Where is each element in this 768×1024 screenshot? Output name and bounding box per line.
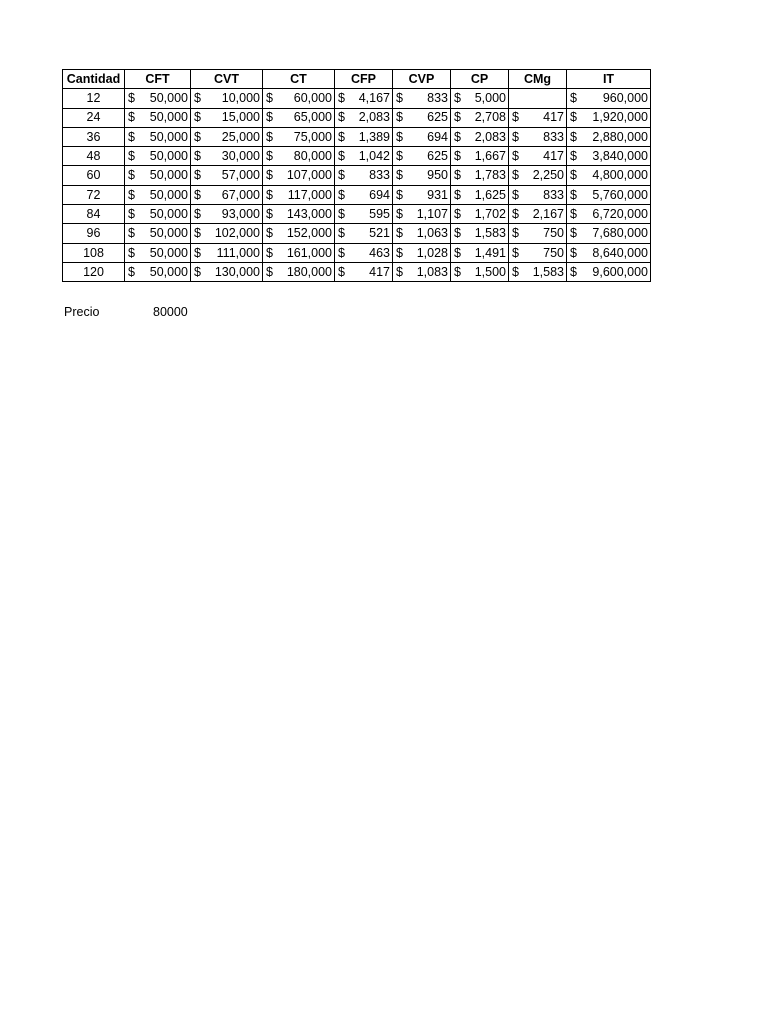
cell-cvp[interactable] — [393, 127, 451, 146]
cell-cantidad[interactable]: 84 — [63, 205, 125, 224]
cell-cft[interactable] — [125, 262, 191, 281]
currency-symbol: $ — [396, 245, 403, 260]
cell-it[interactable] — [567, 108, 651, 127]
cell-ct[interactable] — [263, 185, 335, 204]
currency-symbol: $ — [194, 187, 201, 202]
currency-symbol: $ — [338, 264, 345, 279]
cell-cantidad[interactable]: 36 — [63, 127, 125, 146]
cell-it[interactable] — [567, 89, 651, 108]
currency-symbol: $ — [194, 264, 201, 279]
table-row — [63, 127, 651, 146]
cell-value: 1,491 — [474, 245, 506, 260]
cell-ct[interactable] — [263, 166, 335, 185]
cell-value: 50,000 — [149, 226, 188, 241]
cell-value: 1,500 — [474, 264, 506, 279]
cell-cft[interactable] — [125, 243, 191, 262]
currency-symbol: $ — [570, 149, 577, 164]
currency-symbol: $ — [128, 226, 135, 241]
cell-cp[interactable] — [451, 89, 509, 108]
cell-cp[interactable] — [451, 185, 509, 204]
currency-symbol: $ — [570, 129, 577, 144]
cell-cantidad[interactable]: 60 — [63, 166, 125, 185]
cell-value: 65,000 — [293, 110, 332, 125]
header-cp: CP — [451, 70, 509, 89]
cell-ct[interactable] — [263, 127, 335, 146]
cell-value: 50,000 — [149, 91, 188, 106]
cell-cantidad[interactable]: 120 — [63, 262, 125, 281]
table-body — [63, 89, 651, 282]
cell-cfp[interactable] — [335, 166, 393, 185]
currency-symbol: $ — [570, 245, 577, 260]
currency-symbol: $ — [570, 91, 577, 106]
currency-symbol: $ — [570, 206, 577, 221]
cell-value: 102,000 — [214, 226, 260, 241]
cell-cvt[interactable] — [191, 166, 263, 185]
currency-symbol: $ — [128, 245, 135, 260]
cell-value: 50,000 — [149, 187, 188, 202]
cell-it[interactable] — [567, 127, 651, 146]
cell-value: 50,000 — [149, 245, 188, 260]
header-cvt: CVT — [191, 70, 263, 89]
currency-symbol: $ — [454, 226, 461, 241]
currency-symbol: $ — [454, 149, 461, 164]
cell-value: 80,000 — [293, 149, 332, 164]
cell-value: 50,000 — [149, 206, 188, 221]
table-row — [63, 89, 651, 108]
cell-value: 75,000 — [293, 129, 332, 144]
cell-value: 417 — [369, 264, 390, 279]
cell-cfp[interactable] — [335, 147, 393, 166]
cell-cvp[interactable] — [393, 205, 451, 224]
cell-cft[interactable] — [125, 224, 191, 243]
cell-cantidad[interactable]: 24 — [63, 108, 125, 127]
currency-symbol: $ — [512, 187, 519, 202]
precio-label: Precio — [64, 305, 100, 319]
currency-symbol: $ — [194, 129, 201, 144]
cell-value: 50,000 — [149, 264, 188, 279]
currency-symbol: $ — [454, 264, 461, 279]
cost-table — [62, 69, 651, 282]
header-it: IT — [567, 70, 651, 89]
cell-cvp[interactable] — [393, 243, 451, 262]
header-cft: CFT — [125, 70, 191, 89]
cell-cvt[interactable] — [191, 262, 263, 281]
cell-value: 750 — [543, 245, 564, 260]
cell-value: 931 — [427, 187, 448, 202]
currency-symbol: $ — [128, 110, 135, 125]
cell-cfp[interactable] — [335, 108, 393, 127]
cell-value: 833 — [427, 91, 448, 106]
cell-cp[interactable] — [451, 147, 509, 166]
cell-cmg[interactable] — [509, 127, 567, 146]
currency-symbol: $ — [194, 91, 201, 106]
cell-value: 2,880,000 — [592, 129, 648, 144]
cell-value: 111,000 — [216, 245, 260, 260]
cell-it[interactable] — [567, 147, 651, 166]
cell-value: 463 — [369, 245, 390, 260]
cell-value: 50,000 — [149, 129, 188, 144]
cell-it[interactable] — [567, 205, 651, 224]
cell-it[interactable] — [567, 166, 651, 185]
cell-cvt[interactable] — [191, 89, 263, 108]
cell-it[interactable] — [567, 224, 651, 243]
cell-value: 750 — [543, 226, 564, 241]
currency-symbol: $ — [128, 129, 135, 144]
currency-symbol: $ — [396, 91, 403, 106]
header-cantidad: Cantidad — [63, 70, 125, 89]
currency-symbol: $ — [338, 91, 345, 106]
currency-symbol: $ — [570, 168, 577, 183]
cell-value: 1,083 — [416, 264, 448, 279]
currency-symbol: $ — [338, 110, 345, 125]
currency-symbol: $ — [338, 168, 345, 183]
currency-symbol: $ — [396, 168, 403, 183]
cell-value: 1,583 — [474, 226, 506, 241]
cell-cvt[interactable] — [191, 127, 263, 146]
cell-cft[interactable] — [125, 147, 191, 166]
currency-symbol: $ — [266, 226, 273, 241]
cell-cvp[interactable] — [393, 166, 451, 185]
cell-value: 2,083 — [358, 110, 390, 125]
currency-symbol: $ — [396, 226, 403, 241]
cell-value: 15,000 — [221, 110, 260, 125]
cell-cvp[interactable] — [393, 224, 451, 243]
currency-symbol: $ — [194, 245, 201, 260]
currency-symbol: $ — [194, 149, 201, 164]
currency-symbol: $ — [128, 187, 135, 202]
header-cfp: CFP — [335, 70, 393, 89]
currency-symbol: $ — [194, 168, 201, 183]
cell-value: 7,680,000 — [592, 226, 648, 241]
cell-value: 694 — [427, 129, 448, 144]
cell-value: 833 — [543, 187, 564, 202]
currency-symbol: $ — [570, 187, 577, 202]
cell-cft[interactable] — [125, 185, 191, 204]
currency-symbol: $ — [512, 129, 519, 144]
currency-symbol: $ — [266, 149, 273, 164]
cell-value: 2,167 — [532, 206, 564, 221]
currency-symbol: $ — [266, 110, 273, 125]
table-row — [63, 224, 651, 243]
table-row — [63, 205, 651, 224]
cell-cvt[interactable] — [191, 243, 263, 262]
cell-value: 5,000 — [474, 91, 506, 106]
cell-cvp[interactable] — [393, 262, 451, 281]
currency-symbol: $ — [194, 206, 201, 221]
cell-value: 117,000 — [287, 187, 332, 202]
currency-symbol: $ — [396, 264, 403, 279]
table-row — [63, 108, 651, 127]
currency-symbol: $ — [338, 245, 345, 260]
cell-value: 161,000 — [286, 245, 332, 260]
cell-value: 180,000 — [286, 264, 332, 279]
cell-value: 595 — [369, 206, 390, 221]
currency-symbol: $ — [396, 206, 403, 221]
cell-cmg[interactable] — [509, 262, 567, 281]
cell-value: 625 — [427, 110, 448, 125]
cell-cvp[interactable] — [393, 147, 451, 166]
cell-value: 1,783 — [474, 168, 506, 183]
currency-symbol: $ — [194, 226, 201, 241]
cell-cp[interactable] — [451, 224, 509, 243]
currency-symbol: $ — [194, 110, 201, 125]
cell-cvt[interactable] — [191, 108, 263, 127]
cell-cmg[interactable] — [509, 243, 567, 262]
cell-ct[interactable] — [263, 147, 335, 166]
cell-ct[interactable] — [263, 262, 335, 281]
cell-cft[interactable] — [125, 166, 191, 185]
currency-symbol: $ — [396, 110, 403, 125]
cell-value: 1,625 — [474, 187, 506, 202]
precio-value: 80000 — [153, 305, 188, 319]
cell-cantidad[interactable]: 72 — [63, 185, 125, 204]
cell-value: 960,000 — [602, 91, 648, 106]
cell-cmg[interactable] — [509, 205, 567, 224]
cell-value: 152,000 — [286, 226, 332, 241]
table-row — [63, 185, 651, 204]
currency-symbol: $ — [338, 226, 345, 241]
cell-cft[interactable] — [125, 205, 191, 224]
currency-symbol: $ — [512, 245, 519, 260]
cell-value: 1,063 — [416, 226, 448, 241]
cell-ct[interactable] — [263, 108, 335, 127]
cell-value: 4,800,000 — [592, 168, 648, 183]
cell-value: 625 — [427, 149, 448, 164]
cell-cfp[interactable] — [335, 224, 393, 243]
currency-symbol: $ — [454, 110, 461, 125]
currency-symbol: $ — [512, 149, 519, 164]
cell-cvt[interactable] — [191, 224, 263, 243]
cell-value: 694 — [369, 187, 390, 202]
currency-symbol: $ — [266, 187, 273, 202]
cell-value: 417 — [543, 110, 564, 125]
cell-cvt[interactable] — [191, 147, 263, 166]
cell-cp[interactable] — [451, 166, 509, 185]
currency-symbol: $ — [512, 168, 519, 183]
currency-symbol: $ — [396, 149, 403, 164]
cell-cvt[interactable] — [191, 205, 263, 224]
currency-symbol: $ — [266, 129, 273, 144]
cell-value: 521 — [369, 226, 390, 241]
currency-symbol: $ — [338, 149, 345, 164]
cell-cp[interactable] — [451, 243, 509, 262]
cell-cvp[interactable] — [393, 89, 451, 108]
currency-symbol: $ — [570, 264, 577, 279]
cell-cantidad[interactable]: 48 — [63, 147, 125, 166]
cell-cvt[interactable] — [191, 185, 263, 204]
cell-value: 4,167 — [358, 91, 390, 106]
header-row — [63, 70, 651, 89]
cell-cp[interactable] — [451, 205, 509, 224]
cell-value: 93,000 — [221, 206, 260, 221]
cell-ct[interactable] — [263, 205, 335, 224]
currency-symbol: $ — [454, 206, 461, 221]
cell-ct[interactable] — [263, 89, 335, 108]
cell-ct[interactable] — [263, 243, 335, 262]
currency-symbol: $ — [396, 129, 403, 144]
cell-cfp[interactable] — [335, 243, 393, 262]
cell-value: 833 — [369, 168, 390, 183]
currency-symbol: $ — [266, 206, 273, 221]
header-ct: CT — [263, 70, 335, 89]
cell-value: 2,083 — [474, 129, 506, 144]
cell-cmg[interactable] — [509, 108, 567, 127]
cell-cft[interactable] — [125, 127, 191, 146]
currency-symbol: $ — [396, 187, 403, 202]
cell-value: 130,000 — [214, 264, 260, 279]
cell-value: 143,000 — [286, 206, 332, 221]
cell-value: 5,760,000 — [592, 187, 648, 202]
currency-symbol: $ — [454, 187, 461, 202]
cell-cvp[interactable] — [393, 108, 451, 127]
cell-cfp[interactable] — [335, 89, 393, 108]
cell-value: 1,667 — [474, 149, 506, 164]
cell-cvp[interactable] — [393, 185, 451, 204]
table-row — [63, 262, 651, 281]
cell-value: 833 — [543, 129, 564, 144]
currency-symbol: $ — [512, 206, 519, 221]
currency-symbol: $ — [266, 264, 273, 279]
cell-cmg[interactable] — [509, 185, 567, 204]
cell-cfp[interactable] — [335, 205, 393, 224]
currency-symbol: $ — [128, 91, 135, 106]
cell-value: 50,000 — [149, 149, 188, 164]
cell-ct[interactable] — [263, 224, 335, 243]
cell-it[interactable] — [567, 262, 651, 281]
cell-value: 8,640,000 — [592, 245, 648, 260]
cell-value: 2,250 — [532, 168, 564, 183]
cell-value: 67,000 — [221, 187, 260, 202]
table-row — [63, 166, 651, 185]
cell-value: 1,702 — [474, 206, 506, 221]
cell-cmg[interactable] — [509, 224, 567, 243]
cell-value: 50,000 — [149, 168, 188, 183]
currency-symbol: $ — [512, 264, 519, 279]
cell-value: 50,000 — [149, 110, 188, 125]
currency-symbol: $ — [454, 129, 461, 144]
currency-symbol: $ — [338, 187, 345, 202]
cell-it[interactable] — [567, 243, 651, 262]
cell-value: 107,000 — [286, 168, 332, 183]
cell-cantidad[interactable]: 12 — [63, 89, 125, 108]
currency-symbol: $ — [128, 149, 135, 164]
cell-cp[interactable] — [451, 108, 509, 127]
cell-cantidad[interactable]: 108 — [63, 243, 125, 262]
cell-cmg[interactable] — [509, 147, 567, 166]
cell-cft[interactable] — [125, 108, 191, 127]
cell-value: 25,000 — [221, 129, 260, 144]
currency-symbol: $ — [266, 245, 273, 260]
cell-value: 2,708 — [474, 110, 506, 125]
cell-value: 57,000 — [221, 168, 260, 183]
cell-value: 30,000 — [221, 149, 260, 164]
cell-value: 1,389 — [358, 129, 390, 144]
currency-symbol: $ — [128, 168, 135, 183]
cell-cfp[interactable] — [335, 262, 393, 281]
currency-symbol: $ — [512, 110, 519, 125]
cell-value: 1,920,000 — [592, 110, 648, 125]
cell-value: 6,720,000 — [592, 206, 648, 221]
cell-value: 3,840,000 — [592, 149, 648, 164]
currency-symbol: $ — [454, 91, 461, 106]
cell-value: 60,000 — [293, 91, 332, 106]
table-row — [63, 147, 651, 166]
cell-value: 417 — [543, 149, 564, 164]
cell-cantidad[interactable]: 96 — [63, 224, 125, 243]
cell-cp[interactable] — [451, 262, 509, 281]
cell-it[interactable] — [567, 185, 651, 204]
currency-symbol: $ — [570, 110, 577, 125]
cell-cmg[interactable] — [509, 89, 567, 108]
currency-symbol: $ — [454, 245, 461, 260]
cell-cfp[interactable] — [335, 185, 393, 204]
currency-symbol: $ — [512, 226, 519, 241]
currency-symbol: $ — [338, 206, 345, 221]
cell-value: 1,583 — [532, 264, 564, 279]
currency-symbol: $ — [570, 226, 577, 241]
cell-cmg[interactable] — [509, 166, 567, 185]
currency-symbol: $ — [128, 264, 135, 279]
cell-value: 10,000 — [221, 91, 260, 106]
cell-value: 9,600,000 — [592, 264, 648, 279]
cell-cft[interactable] — [125, 89, 191, 108]
cell-cp[interactable] — [451, 127, 509, 146]
currency-symbol: $ — [338, 129, 345, 144]
cell-value: 950 — [427, 168, 448, 183]
currency-symbol: $ — [128, 206, 135, 221]
cell-value: 1,042 — [358, 149, 390, 164]
cell-cfp[interactable] — [335, 127, 393, 146]
currency-symbol: $ — [266, 168, 273, 183]
header-cmg: CMg — [509, 70, 567, 89]
currency-symbol: $ — [454, 168, 461, 183]
table-row — [63, 243, 651, 262]
cell-value: 1,107 — [416, 206, 448, 221]
currency-symbol: $ — [266, 91, 273, 106]
cell-value: 1,028 — [416, 245, 448, 260]
header-cvp: CVP — [393, 70, 451, 89]
